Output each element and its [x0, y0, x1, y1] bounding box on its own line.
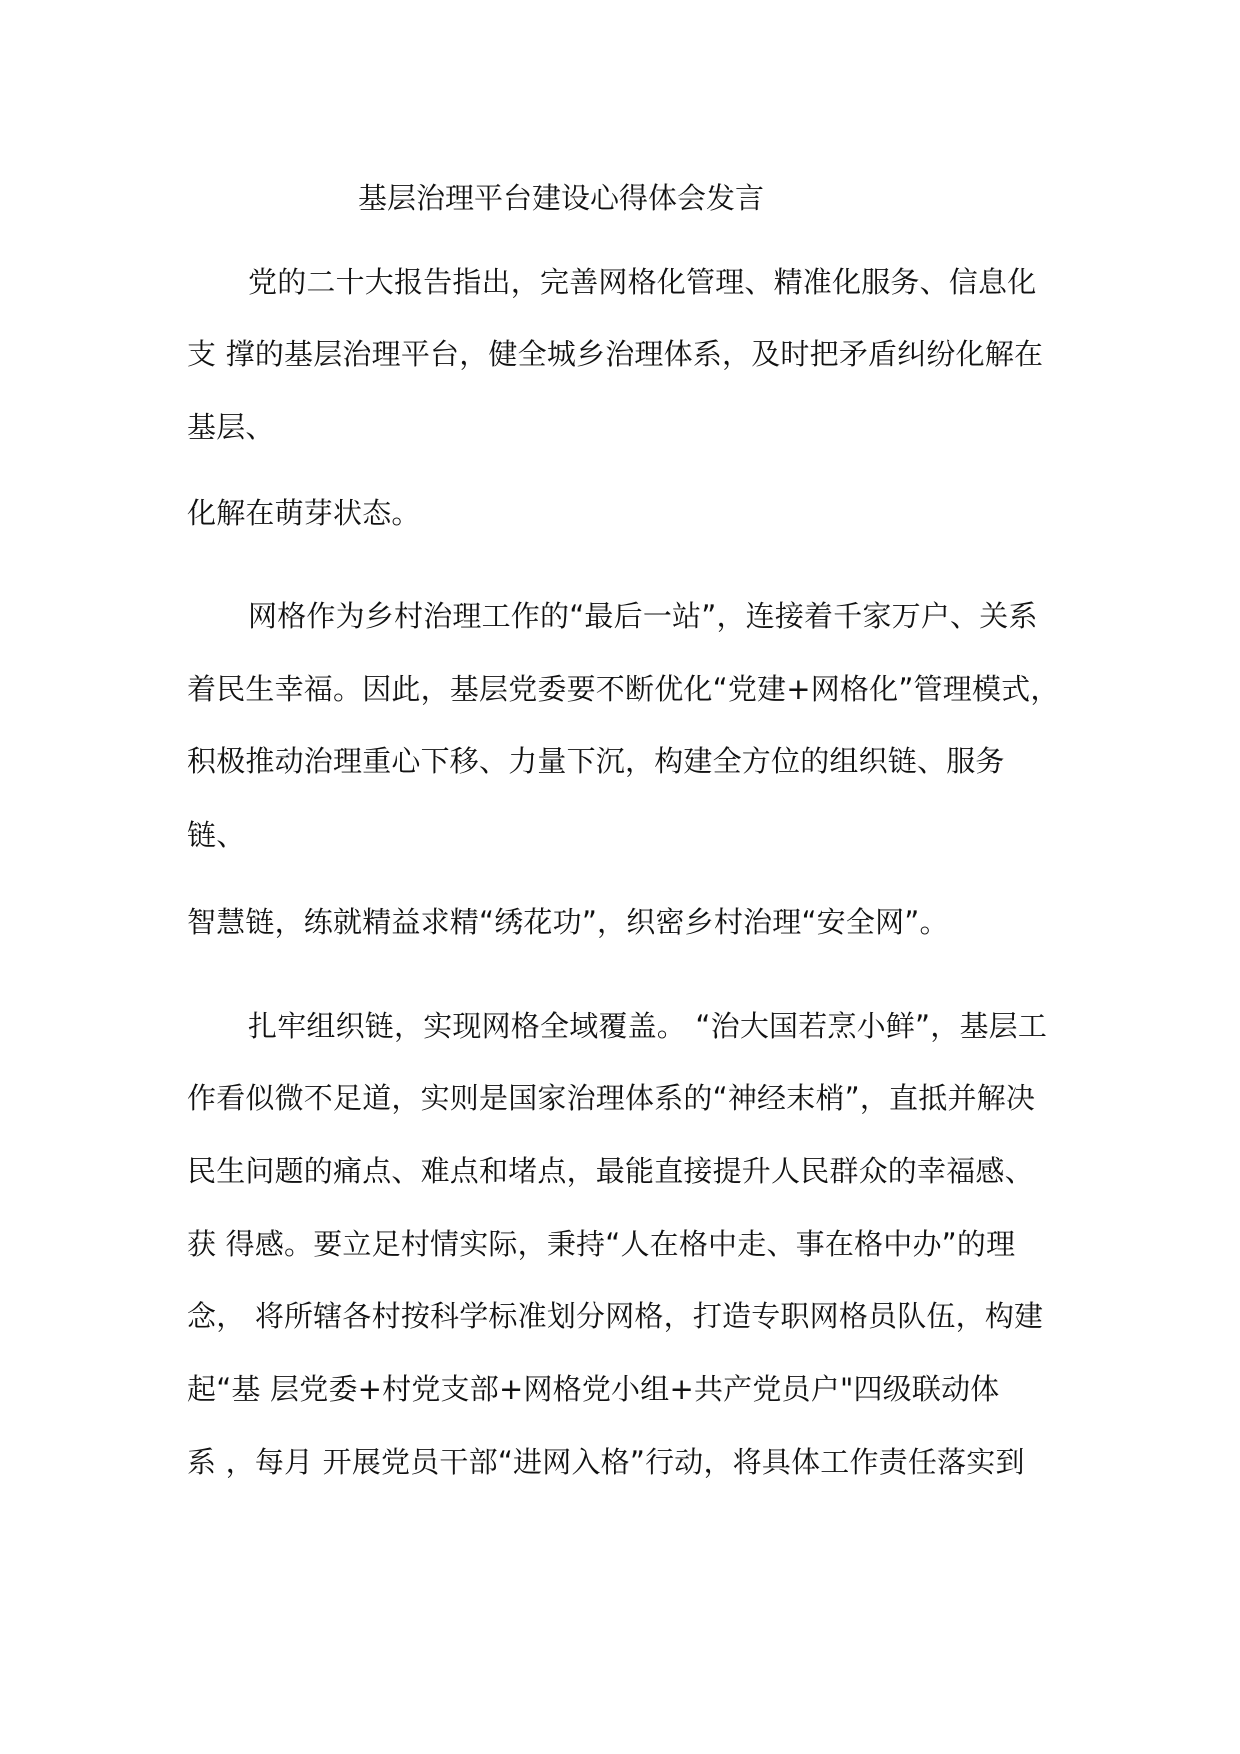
paragraph-line: 化解在萌芽状态。: [187, 496, 421, 530]
paragraph-line: 起“基 层党委+村党支部+网格党小组+共产党员户"四级联动体: [187, 1372, 1000, 1406]
paragraph-line: 积极推动治理重心下移、力量下沉，构建全方位的组织链、服务: [187, 744, 1005, 778]
paragraph-line: 民生问题的痛点、难点和堵点，最能直接提升人民群众的幸福感、: [187, 1154, 1034, 1188]
paragraph-line: 获 得感。要立足村情实际，秉持“人在格中走、事在格中办”的理: [187, 1227, 1016, 1261]
paragraph-line: 支 撑的基层治理平台，健全城乡治理体系，及时把矛盾纠纷化解在: [187, 337, 1044, 371]
paragraph-line: 链、: [187, 818, 246, 852]
document-title: 基层治理平台建设心得体会发言: [358, 181, 765, 215]
paragraph-line: 党的二十大报告指出，完善网格化管理、精准化服务、信息化: [248, 265, 1037, 299]
paragraph-line: 基层、: [187, 410, 275, 444]
paragraph-line: 系 ，每月 开展党员干部“进网入格”行动，将具体工作责任落实到: [187, 1445, 1025, 1479]
paragraph-line: 念， 将所辖各村按科学标准划分网格，打造专职网格员队伍，构建: [187, 1299, 1044, 1333]
paragraph-line: 着民生幸福。因此，基层党委要不断优化“党建+网格化”管理模式，: [187, 672, 1060, 706]
paragraph-line: 网格作为乡村治理工作的“最后一站”，连接着千家万户、关系: [248, 599, 1038, 633]
paragraph-line: 智慧链，练就精益求精“绣花功”，织密乡村治理“安全网”。: [187, 905, 949, 939]
paragraph-line: 作看似微不足道，实则是国家治理体系的“神经末梢”，直抵并解决: [187, 1081, 1036, 1115]
paragraph-line: 扎牢组织链，实现网格全域覆盖。 “治大国若烹小鲜”，基层工: [248, 1009, 1048, 1043]
